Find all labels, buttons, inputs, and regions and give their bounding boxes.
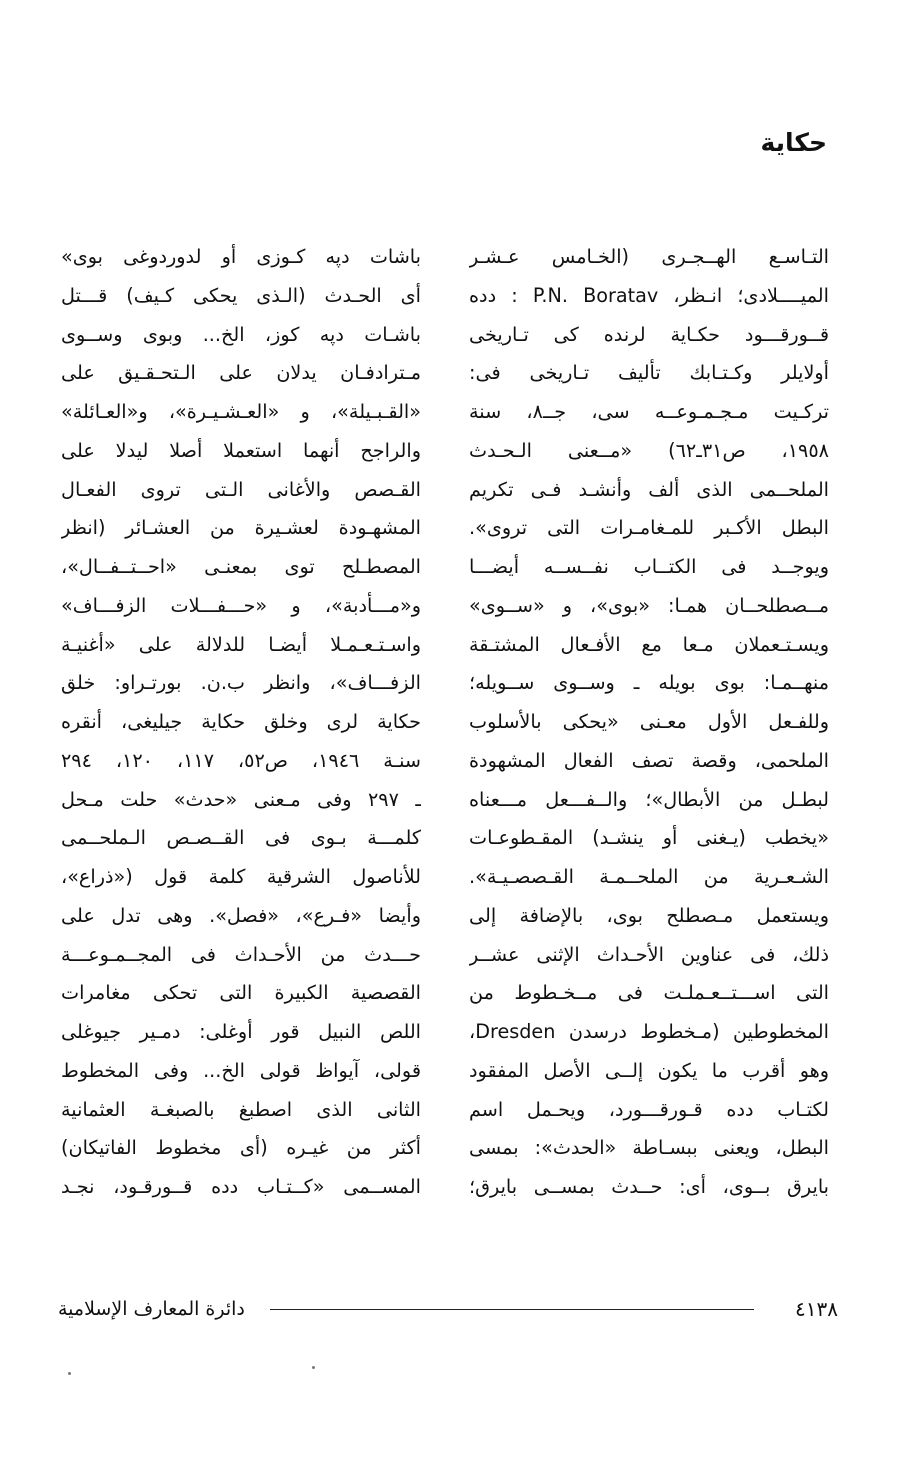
text-line: مـترادفـان يدلان على الـتحـقـيق على xyxy=(61,361,421,385)
scan-speck xyxy=(312,1366,315,1369)
text-line: حـــدث من الأحـداث فى المجــمـوعـــة xyxy=(61,942,421,966)
text-line: التى اســـتــعـملـت فى مــخـطوط من xyxy=(469,981,829,1005)
text-line: الزفـــاف»، وانظر ب.ن. بورتـراو: خلق xyxy=(61,671,421,695)
text-line: ويستعمل مـصطلح بوى، بالإضافة إلى xyxy=(469,903,829,927)
text-line: «القـبـيلة»، و «العـشـيـرة»، و«العـائلة» xyxy=(61,400,421,423)
text-line: المســمى «كــتـاب دده قــورقـود، نجـد xyxy=(61,1175,421,1198)
text-line: اللص النبيل قور أوغلى: دمـير جيوغلى xyxy=(61,1020,421,1043)
text-line: الملحمى، وقصة تصف الفعال المشهودة xyxy=(469,748,829,772)
text-line: ويوجــد فى الكتــاب نفــســه أيضـــا xyxy=(469,555,829,578)
text-line: واسـتـعـمـلا أيضـا للدلالة على «أغنيـة xyxy=(61,632,421,656)
page-footer xyxy=(58,1292,838,1326)
text-line: الملحــمى الذى ألف وأنشـد فـى تكريم xyxy=(469,477,829,501)
text-line: ـ ٢٩٧ وفى مـعنى «حدث» حلت مـحل xyxy=(61,787,421,811)
text-line: ١٩٥٨، ص٣١ـ٦٢) «مــعنى الـحـدث xyxy=(469,438,829,462)
text-line: باشـات دپه كوز، الخ... وبوى وســوى xyxy=(61,322,421,346)
text-line: سنـة ١٩٤٦، ص٥٢، ١١٧، ١٢٠، ٢٩٤ xyxy=(61,748,421,772)
text-column-left xyxy=(61,238,421,1207)
text-line: البطل الأكـبر للمـغامـرات التى تروى». xyxy=(469,516,829,540)
text-line: مــصطلحــان همـا: «بوى»، و «ســوى» xyxy=(469,593,829,617)
text-line: وللفـعل الأول معـنى «يحكى بالأسلوب xyxy=(469,710,829,733)
text-line: وهو أقرب ما يكون إلــى الأصل المفقود xyxy=(469,1058,829,1082)
text-column-right xyxy=(469,238,829,1207)
text-line: حكاية لرى وخلق حكاية جيليغى، أنقره xyxy=(61,710,421,733)
text-line: البطل، ويعنى ببسـاطة «الحدث»: بمسى xyxy=(469,1136,829,1160)
text-line: أولايلر وكـتـابك تأليف تـاريخى فى: xyxy=(469,361,829,385)
text-line: التـاسـع الهــجـرى (الخـامس عـشـر xyxy=(469,245,829,268)
text-line: الثانى الذى اصطبغ بالصبغـة العثمانية xyxy=(61,1097,421,1121)
text-line: والراجح أنهما استعملا أصلا ليدلا على xyxy=(61,438,421,462)
text-line: «يخطب (يـغنى أو ينشـد) المقـطوعـات xyxy=(469,826,829,850)
text-line: الميــــلادى؛ انـظر، P.N. Boratav : دده xyxy=(469,283,829,307)
text-line: باشات دپه كـوزى أو لدوردوغى بوى» xyxy=(61,245,421,268)
text-line: المصطـلح توى بمعنـى «احــتــفــال»، xyxy=(61,555,421,578)
text-line: القـصص والأغانى الـتى تروى الفعـال xyxy=(61,477,421,501)
text-line: القصصية الكبيرة التى تحكى مغامرات xyxy=(61,981,421,1005)
text-line: قــورقـــود حكـاية لرنده كى تـاريخى xyxy=(469,322,829,346)
text-line: ويسـتـعملان مـعا مع الأفـعال المشتـقة xyxy=(469,632,829,656)
text-line: للأناصول الشرقية كلمة قول («ذراع»، xyxy=(61,865,421,888)
text-line: كلمـــة بـوى فى القــصـص الـملحــمى xyxy=(61,826,421,850)
text-line: ذلك، فى عناوين الأحـداث الإثنى عشــر xyxy=(469,942,829,966)
scan-speck xyxy=(68,1372,71,1375)
page-title: حكاية xyxy=(760,128,827,157)
text-line: قولى، آيواظ قولى الخ... وفى المخطوط xyxy=(61,1058,421,1082)
text-line: أكثر من غيـره (أى مخطوط الفاتيكان) xyxy=(61,1136,421,1160)
text-line: أى الحـدث (الـذى يحكى كـيف) قـــتل xyxy=(61,283,421,307)
text-line: لبطـل من الأبطال»؛ والــفـــعل مـــعناه xyxy=(469,787,829,811)
text-line: لكتـاب دده قـورقـــورد، ويحـمل اسم xyxy=(469,1097,829,1121)
text-line: الشـعـرية من الملحــمـة القـصصـيـة». xyxy=(469,865,829,888)
text-line: بايرق بــوى، أى: حــدث بمســى بايرق؛ xyxy=(469,1175,829,1198)
footer-divider xyxy=(270,1309,754,1310)
text-line: وأيضا «فـرع»، «فصل». وهى تدل على xyxy=(61,903,421,927)
text-line: تركـيت مـجـمـوعــه سى، جــ٨، سنة xyxy=(469,400,829,423)
page-number: ٤١٣٨ xyxy=(795,1297,838,1321)
text-line: و«مـــأدبة»، و «حـــفـــلات الزفـــاف» xyxy=(61,593,421,617)
text-line: منهــمـا: بوى بويله ـ وســوى ســويله؛ xyxy=(469,671,829,695)
text-line: المشهـودة لعشـيرة من العشـائر (انظر xyxy=(61,516,421,540)
journal-title: دائرة المعارف الإسلامية xyxy=(58,1298,245,1320)
text-line: المخطوطين (مـخطوط درسدن Dresden، xyxy=(469,1020,829,1043)
